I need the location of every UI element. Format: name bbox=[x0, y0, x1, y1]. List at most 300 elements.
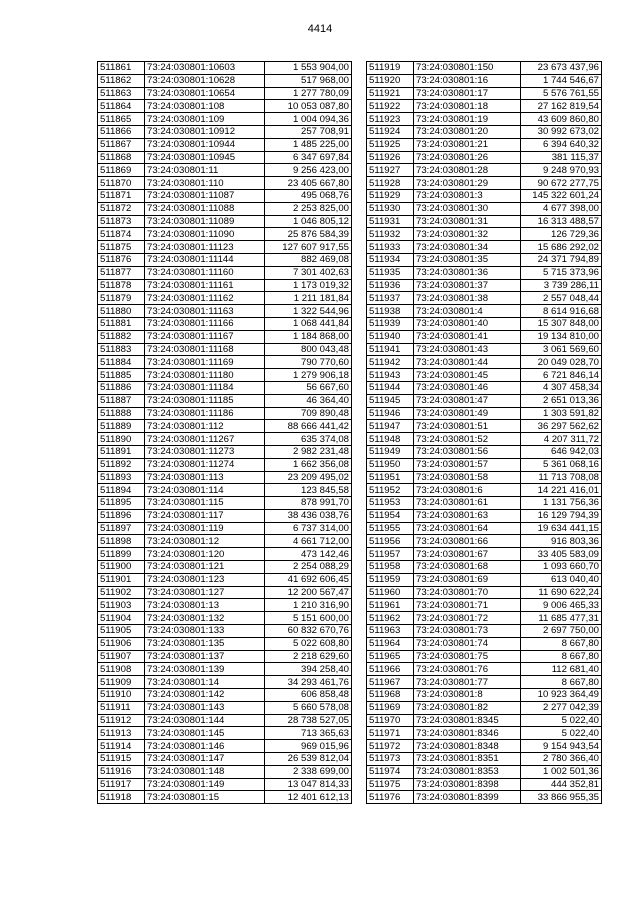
cadastral-number-cell: 73:24:030801:132 bbox=[145, 612, 265, 625]
table-row bbox=[98, 241, 352, 254]
cadastral-value-cell: 145 322 601,24 bbox=[521, 189, 602, 202]
cadastral-value-cell: 4 677 398,00 bbox=[521, 202, 602, 215]
table-row bbox=[98, 292, 352, 305]
table-row bbox=[367, 650, 602, 663]
cadastral-value-cell: 1 485 225,00 bbox=[265, 138, 352, 151]
cadastral-value-cell: 10 923 364,49 bbox=[521, 689, 602, 702]
row-number-cell: 511967 bbox=[367, 676, 414, 689]
row-number-cell: 511947 bbox=[367, 420, 414, 433]
row-number-cell: 511925 bbox=[367, 138, 414, 151]
cadastral-value-cell: 2 651 013,36 bbox=[521, 394, 602, 407]
cadastral-number-cell: 73:24:030801:108 bbox=[145, 100, 265, 113]
row-number-cell: 511915 bbox=[98, 753, 145, 766]
cadastral-value-cell: 1 744 546,67 bbox=[521, 74, 602, 87]
table-row bbox=[367, 753, 602, 766]
table-row bbox=[98, 228, 352, 241]
cadastral-value-cell: 1 210 316,90 bbox=[265, 599, 352, 612]
row-number-cell: 511941 bbox=[367, 343, 414, 356]
cadastral-value-cell: 1 279 906,18 bbox=[265, 369, 352, 382]
cadastral-value-cell: 28 738 527,05 bbox=[265, 714, 352, 727]
cadastral-number-cell: 73:24:030801:68 bbox=[414, 561, 521, 574]
table-row bbox=[98, 791, 352, 804]
table-row bbox=[98, 509, 352, 522]
cadastral-value-cell: 123 845,58 bbox=[265, 484, 352, 497]
table-row bbox=[367, 164, 602, 177]
cadastral-number-cell: 73:24:030801:11169 bbox=[145, 356, 265, 369]
cadastral-value-cell: 1 046 805,12 bbox=[265, 215, 352, 228]
table-row bbox=[367, 394, 602, 407]
table-row bbox=[98, 663, 352, 676]
row-number-cell: 511962 bbox=[367, 612, 414, 625]
table-row bbox=[367, 765, 602, 778]
row-number-cell: 511922 bbox=[367, 100, 414, 113]
cadastral-number-cell: 73:24:030801:16 bbox=[414, 74, 521, 87]
table-row bbox=[367, 561, 602, 574]
cadastral-value-cell: 2 218 629,60 bbox=[265, 650, 352, 663]
table-row bbox=[367, 228, 602, 241]
row-number-cell: 511874 bbox=[98, 228, 145, 241]
cadastral-number-cell: 73:24:030801:17 bbox=[414, 87, 521, 100]
cadastral-number-cell: 73:24:030801:76 bbox=[414, 663, 521, 676]
row-number-cell: 511872 bbox=[98, 202, 145, 215]
table-row bbox=[98, 586, 352, 599]
row-number-cell: 511886 bbox=[98, 381, 145, 394]
cadastral-number-cell: 73:24:030801:135 bbox=[145, 637, 265, 650]
row-number-cell: 511894 bbox=[98, 484, 145, 497]
cadastral-value-cell: 16 129 794,39 bbox=[521, 509, 602, 522]
table-row bbox=[98, 113, 352, 126]
row-number-cell: 511945 bbox=[367, 394, 414, 407]
table-row bbox=[98, 778, 352, 791]
cadastral-value-cell: 3 061 569,60 bbox=[521, 343, 602, 356]
row-number-cell: 511896 bbox=[98, 509, 145, 522]
table-row bbox=[98, 497, 352, 510]
cadastral-number-cell: 73:24:030801:20 bbox=[414, 125, 521, 138]
cadastral-value-cell: 14 221 416,01 bbox=[521, 484, 602, 497]
cadastral-value-cell: 41 692 606,45 bbox=[265, 573, 352, 586]
cadastral-value-cell: 257 708,91 bbox=[265, 125, 352, 138]
table-row bbox=[98, 714, 352, 727]
cadastral-number-cell: 73:24:030801:61 bbox=[414, 497, 521, 510]
table-row bbox=[367, 330, 602, 343]
cadastral-value-cell: 2 253 825,00 bbox=[265, 202, 352, 215]
cadastral-value-cell: 646 942,03 bbox=[521, 445, 602, 458]
cadastral-value-cell: 969 015,96 bbox=[265, 740, 352, 753]
cadastral-value-cell: 90 672 277,75 bbox=[521, 177, 602, 190]
row-number-cell: 511908 bbox=[98, 663, 145, 676]
cadastral-number-cell: 73:24:030801:11267 bbox=[145, 433, 265, 446]
cadastral-value-cell: 13 047 814,33 bbox=[265, 778, 352, 791]
cadastral-value-cell: 9 248 970,93 bbox=[521, 164, 602, 177]
row-number-cell: 511914 bbox=[98, 740, 145, 753]
row-number-cell: 511895 bbox=[98, 497, 145, 510]
cadastral-number-cell: 73:24:030801:10945 bbox=[145, 151, 265, 164]
row-number-cell: 511948 bbox=[367, 433, 414, 446]
cadastral-number-cell: 73:24:030801:10628 bbox=[145, 74, 265, 87]
cadastral-number-cell: 73:24:030801:74 bbox=[414, 637, 521, 650]
cadastral-value-cell: 38 436 038,76 bbox=[265, 509, 352, 522]
cadastral-number-cell: 73:24:030801:43 bbox=[414, 343, 521, 356]
table-row bbox=[367, 740, 602, 753]
row-number-cell: 511960 bbox=[367, 586, 414, 599]
cadastral-value-cell: 394 258,40 bbox=[265, 663, 352, 676]
cadastral-number-cell: 73:24:030801:11184 bbox=[145, 381, 265, 394]
table-row bbox=[367, 253, 602, 266]
cadastral-number-cell: 73:24:030801:150 bbox=[414, 62, 521, 75]
cadastral-number-cell: 73:24:030801:113 bbox=[145, 471, 265, 484]
cadastral-value-cell: 6 347 697,84 bbox=[265, 151, 352, 164]
cadastral-value-cell: 12 401 612,13 bbox=[265, 791, 352, 804]
table-row bbox=[367, 663, 602, 676]
table-row bbox=[98, 74, 352, 87]
cadastral-number-cell: 73:24:030801:10944 bbox=[145, 138, 265, 151]
table-row bbox=[98, 484, 352, 497]
cadastral-number-cell: 73:24:030801:11166 bbox=[145, 317, 265, 330]
row-number-cell: 511961 bbox=[367, 599, 414, 612]
row-number-cell: 511944 bbox=[367, 381, 414, 394]
cadastral-value-cell: 6 737 314,00 bbox=[265, 522, 352, 535]
cadastral-value-cell: 878 991,70 bbox=[265, 497, 352, 510]
cadastral-number-cell: 73:24:030801:11167 bbox=[145, 330, 265, 343]
table-row bbox=[98, 445, 352, 458]
cadastral-value-cell: 1 303 591,82 bbox=[521, 407, 602, 420]
table-row bbox=[98, 381, 352, 394]
cadastral-value-cell: 916 803,36 bbox=[521, 535, 602, 548]
cadastral-number-cell: 73:24:030801:63 bbox=[414, 509, 521, 522]
cadastral-number-cell: 73:24:030801:52 bbox=[414, 433, 521, 446]
row-number-cell: 511916 bbox=[98, 765, 145, 778]
cadastral-value-cell: 43 609 860,80 bbox=[521, 113, 602, 126]
row-number-cell: 511936 bbox=[367, 279, 414, 292]
cadastral-number-cell: 73:24:030801:11186 bbox=[145, 407, 265, 420]
row-number-cell: 511966 bbox=[367, 663, 414, 676]
cadastral-value-cell: 5 361 068,16 bbox=[521, 458, 602, 471]
cadastral-number-cell: 73:24:030801:28 bbox=[414, 164, 521, 177]
table-row bbox=[98, 343, 352, 356]
cadastral-value-cell: 26 539 812,04 bbox=[265, 753, 352, 766]
row-number-cell: 511904 bbox=[98, 612, 145, 625]
cadastral-value-cell: 495 068,76 bbox=[265, 189, 352, 202]
cadastral-number-cell: 73:24:030801:10603 bbox=[145, 62, 265, 75]
table-row bbox=[98, 253, 352, 266]
cadastral-value-cell: 1 131 756,36 bbox=[521, 497, 602, 510]
cadastral-value-cell: 8 667,80 bbox=[521, 676, 602, 689]
cadastral-value-cell: 2 780 366,40 bbox=[521, 753, 602, 766]
table-row bbox=[367, 343, 602, 356]
table-row bbox=[98, 394, 352, 407]
cadastral-value-cell: 33 866 955,35 bbox=[521, 791, 602, 804]
row-number-cell: 511897 bbox=[98, 522, 145, 535]
cadastral-number-cell: 73:24:030801:14 bbox=[145, 676, 265, 689]
cadastral-number-cell: 73:24:030801:11163 bbox=[145, 305, 265, 318]
table-row bbox=[367, 87, 602, 100]
table-row bbox=[98, 215, 352, 228]
cadastral-value-cell: 800 043,48 bbox=[265, 343, 352, 356]
table-row bbox=[98, 305, 352, 318]
row-number-cell: 511918 bbox=[98, 791, 145, 804]
cadastral-value-cell: 4 661 712,00 bbox=[265, 535, 352, 548]
row-number-cell: 511883 bbox=[98, 343, 145, 356]
cadastral-number-cell: 73:24:030801:67 bbox=[414, 548, 521, 561]
row-number-cell: 511971 bbox=[367, 727, 414, 740]
table-row bbox=[367, 548, 602, 561]
table-row bbox=[98, 317, 352, 330]
cadastral-value-cell: 33 405 583,09 bbox=[521, 548, 602, 561]
table-row bbox=[367, 522, 602, 535]
table-row bbox=[98, 612, 352, 625]
cadastral-number-cell: 73:24:030801:47 bbox=[414, 394, 521, 407]
row-number-cell: 511943 bbox=[367, 369, 414, 382]
cadastral-value-cell: 126 729,36 bbox=[521, 228, 602, 241]
row-number-cell: 511909 bbox=[98, 676, 145, 689]
table-row bbox=[367, 241, 602, 254]
cadastral-number-cell: 73:24:030801:11185 bbox=[145, 394, 265, 407]
table-row bbox=[367, 74, 602, 87]
cadastral-value-cell: 3 739 286,11 bbox=[521, 279, 602, 292]
table-row bbox=[98, 420, 352, 433]
cadastral-value-cell: 5 715 373,96 bbox=[521, 266, 602, 279]
table-row bbox=[367, 202, 602, 215]
cadastral-value-cell: 4 207 311,72 bbox=[521, 433, 602, 446]
table-row bbox=[367, 497, 602, 510]
cadastral-number-cell: 73:24:030801:66 bbox=[414, 535, 521, 548]
row-number-cell: 511911 bbox=[98, 701, 145, 714]
cadastral-number-cell: 73:24:030801:4 bbox=[414, 305, 521, 318]
cadastral-number-cell: 73:24:030801:8399 bbox=[414, 791, 521, 804]
cadastral-number-cell: 73:24:030801:69 bbox=[414, 573, 521, 586]
row-number-cell: 511913 bbox=[98, 727, 145, 740]
table-row bbox=[98, 356, 352, 369]
cadastral-value-cell: 9 006 465,33 bbox=[521, 599, 602, 612]
table-row bbox=[367, 612, 602, 625]
cadastral-value-cell: 112 681,40 bbox=[521, 663, 602, 676]
cadastral-number-cell: 73:24:030801:6 bbox=[414, 484, 521, 497]
row-number-cell: 511881 bbox=[98, 317, 145, 330]
row-number-cell: 511969 bbox=[367, 701, 414, 714]
cadastral-value-cell: 1 002 501,36 bbox=[521, 765, 602, 778]
row-number-cell: 511958 bbox=[367, 561, 414, 574]
cadastral-number-cell: 73:24:030801:11162 bbox=[145, 292, 265, 305]
cadastral-number-cell: 73:24:030801:11087 bbox=[145, 189, 265, 202]
row-number-cell: 511921 bbox=[367, 87, 414, 100]
table-row bbox=[367, 573, 602, 586]
table-row bbox=[367, 586, 602, 599]
row-number-cell: 511931 bbox=[367, 215, 414, 228]
cadastral-number-cell: 73:24:030801:114 bbox=[145, 484, 265, 497]
table-row bbox=[98, 689, 352, 702]
row-number-cell: 511893 bbox=[98, 471, 145, 484]
row-number-cell: 511901 bbox=[98, 573, 145, 586]
table-row bbox=[367, 138, 602, 151]
table-row bbox=[367, 177, 602, 190]
cadastral-value-cell: 5 022 608,80 bbox=[265, 637, 352, 650]
cadastral-number-cell: 73:24:030801:15 bbox=[145, 791, 265, 804]
cadastral-value-cell: 2 982 231,48 bbox=[265, 445, 352, 458]
row-number-cell: 511878 bbox=[98, 279, 145, 292]
cadastral-number-cell: 73:24:030801:147 bbox=[145, 753, 265, 766]
cadastral-value-cell: 1 662 356,08 bbox=[265, 458, 352, 471]
cadastral-number-cell: 73:24:030801:31 bbox=[414, 215, 521, 228]
cadastral-number-cell: 73:24:030801:11089 bbox=[145, 215, 265, 228]
cadastral-value-cell: 2 277 042,39 bbox=[521, 701, 602, 714]
table-row bbox=[367, 509, 602, 522]
table-row bbox=[98, 407, 352, 420]
row-number-cell: 511968 bbox=[367, 689, 414, 702]
row-number-cell: 511923 bbox=[367, 113, 414, 126]
cadastral-value-cell: 15 686 292,02 bbox=[521, 241, 602, 254]
table-row bbox=[367, 113, 602, 126]
cadastral-value-cell: 5 022,40 bbox=[521, 727, 602, 740]
row-number-cell: 511888 bbox=[98, 407, 145, 420]
table-row bbox=[367, 484, 602, 497]
table-row bbox=[367, 445, 602, 458]
cadastral-number-cell: 73:24:030801:146 bbox=[145, 740, 265, 753]
cadastral-number-cell: 73:24:030801:119 bbox=[145, 522, 265, 535]
cadastral-number-cell: 73:24:030801:44 bbox=[414, 356, 521, 369]
row-number-cell: 511885 bbox=[98, 369, 145, 382]
cadastral-number-cell: 73:24:030801:73 bbox=[414, 625, 521, 638]
row-number-cell: 511884 bbox=[98, 356, 145, 369]
cadastral-value-cell: 613 040,40 bbox=[521, 573, 602, 586]
row-number-cell: 511953 bbox=[367, 497, 414, 510]
cadastral-value-cell: 23 673 437,96 bbox=[521, 62, 602, 75]
row-number-cell: 511879 bbox=[98, 292, 145, 305]
table-row bbox=[367, 433, 602, 446]
cadastral-number-cell: 73:24:030801:142 bbox=[145, 689, 265, 702]
cadastral-number-cell: 73:24:030801:58 bbox=[414, 471, 521, 484]
cadastral-value-cell: 23 209 495,02 bbox=[265, 471, 352, 484]
row-number-cell: 511946 bbox=[367, 407, 414, 420]
table-row bbox=[367, 369, 602, 382]
table-row bbox=[367, 778, 602, 791]
table-row bbox=[98, 458, 352, 471]
cadastral-value-cell: 2 254 088,29 bbox=[265, 561, 352, 574]
table-row bbox=[98, 727, 352, 740]
cadastral-number-cell: 73:24:030801:30 bbox=[414, 202, 521, 215]
row-number-cell: 511900 bbox=[98, 561, 145, 574]
row-number-cell: 511910 bbox=[98, 689, 145, 702]
cadastral-number-cell: 73:24:030801:70 bbox=[414, 586, 521, 599]
table-row bbox=[98, 151, 352, 164]
cadastral-value-cell: 24 371 794,89 bbox=[521, 253, 602, 266]
table-row bbox=[367, 689, 602, 702]
cadastral-value-cell: 713 365,63 bbox=[265, 727, 352, 740]
page-number: 4414 bbox=[307, 23, 333, 35]
cadastral-number-cell: 73:24:030801:11161 bbox=[145, 279, 265, 292]
cadastral-value-cell: 1 277 780,09 bbox=[265, 87, 352, 100]
row-number-cell: 511959 bbox=[367, 573, 414, 586]
cadastral-value-cell: 5 576 761,55 bbox=[521, 87, 602, 100]
row-number-cell: 511934 bbox=[367, 253, 414, 266]
cadastral-number-cell: 73:24:030801:77 bbox=[414, 676, 521, 689]
row-number-cell: 511890 bbox=[98, 433, 145, 446]
table-row bbox=[98, 177, 352, 190]
cadastral-number-cell: 73:24:030801:3 bbox=[414, 189, 521, 202]
cadastral-value-cell: 1 004 094,36 bbox=[265, 113, 352, 126]
cadastral-number-cell: 73:24:030801:143 bbox=[145, 701, 265, 714]
cadastral-value-cell: 381 115,37 bbox=[521, 151, 602, 164]
cadastral-number-cell: 73:24:030801:46 bbox=[414, 381, 521, 394]
cadastral-number-cell: 73:24:030801:112 bbox=[145, 420, 265, 433]
cadastral-value-cell: 2 338 699,00 bbox=[265, 765, 352, 778]
cadastral-value-cell: 9 256 423,00 bbox=[265, 164, 352, 177]
cadastral-value-cell: 25 876 584,39 bbox=[265, 228, 352, 241]
row-number-cell: 511973 bbox=[367, 753, 414, 766]
cadastral-value-cell: 8 667,80 bbox=[521, 637, 602, 650]
row-number-cell: 511912 bbox=[98, 714, 145, 727]
table-row bbox=[98, 753, 352, 766]
row-number-cell: 511940 bbox=[367, 330, 414, 343]
table-row bbox=[98, 522, 352, 535]
row-number-cell: 511956 bbox=[367, 535, 414, 548]
row-number-cell: 511955 bbox=[367, 522, 414, 535]
cadastral-number-cell: 73:24:030801:127 bbox=[145, 586, 265, 599]
cadastral-number-cell: 73:24:030801:115 bbox=[145, 497, 265, 510]
row-number-cell: 511866 bbox=[98, 125, 145, 138]
table-row bbox=[98, 266, 352, 279]
row-number-cell: 511876 bbox=[98, 253, 145, 266]
cadastral-number-cell: 73:24:030801:123 bbox=[145, 573, 265, 586]
cadastral-number-cell: 73:24:030801:11090 bbox=[145, 228, 265, 241]
table-row bbox=[98, 740, 352, 753]
table-row bbox=[98, 202, 352, 215]
row-number-cell: 511903 bbox=[98, 599, 145, 612]
registry-table-left bbox=[97, 61, 352, 804]
table-row bbox=[98, 573, 352, 586]
registry-table-right bbox=[366, 61, 602, 804]
cadastral-number-cell: 73:24:030801:8398 bbox=[414, 778, 521, 791]
cadastral-value-cell: 11 690 622,24 bbox=[521, 586, 602, 599]
row-number-cell: 511963 bbox=[367, 625, 414, 638]
row-number-cell: 511871 bbox=[98, 189, 145, 202]
row-number-cell: 511965 bbox=[367, 650, 414, 663]
cadastral-number-cell: 73:24:030801:37 bbox=[414, 279, 521, 292]
cadastral-number-cell: 73:24:030801:8346 bbox=[414, 727, 521, 740]
row-number-cell: 511974 bbox=[367, 765, 414, 778]
cadastral-value-cell: 5 660 578,08 bbox=[265, 701, 352, 714]
table-row bbox=[367, 215, 602, 228]
row-number-cell: 511926 bbox=[367, 151, 414, 164]
row-number-cell: 511935 bbox=[367, 266, 414, 279]
cadastral-value-cell: 88 666 441,42 bbox=[265, 420, 352, 433]
table-row bbox=[367, 420, 602, 433]
row-number-cell: 511920 bbox=[367, 74, 414, 87]
cadastral-number-cell: 73:24:030801:133 bbox=[145, 625, 265, 638]
table-row bbox=[98, 189, 352, 202]
row-number-cell: 511939 bbox=[367, 317, 414, 330]
cadastral-number-cell: 73:24:030801:13 bbox=[145, 599, 265, 612]
cadastral-number-cell: 73:24:030801:45 bbox=[414, 369, 521, 382]
cadastral-value-cell: 6 394 640,32 bbox=[521, 138, 602, 151]
cadastral-number-cell: 73:24:030801:11168 bbox=[145, 343, 265, 356]
row-number-cell: 511907 bbox=[98, 650, 145, 663]
cadastral-value-cell: 2 697 750,00 bbox=[521, 625, 602, 638]
cadastral-value-cell: 23 405 667,80 bbox=[265, 177, 352, 190]
cadastral-number-cell: 73:24:030801:12 bbox=[145, 535, 265, 548]
table-row bbox=[98, 676, 352, 689]
cadastral-number-cell: 73:24:030801:11180 bbox=[145, 369, 265, 382]
row-number-cell: 511863 bbox=[98, 87, 145, 100]
cadastral-number-cell: 73:24:030801:11274 bbox=[145, 458, 265, 471]
cadastral-number-cell: 73:24:030801:139 bbox=[145, 663, 265, 676]
row-number-cell: 511942 bbox=[367, 356, 414, 369]
row-number-cell: 511870 bbox=[98, 177, 145, 190]
cadastral-number-cell: 73:24:030801:121 bbox=[145, 561, 265, 574]
table-row bbox=[367, 599, 602, 612]
cadastral-value-cell: 19 134 810,00 bbox=[521, 330, 602, 343]
cadastral-number-cell: 73:24:030801:11144 bbox=[145, 253, 265, 266]
row-number-cell: 511930 bbox=[367, 202, 414, 215]
